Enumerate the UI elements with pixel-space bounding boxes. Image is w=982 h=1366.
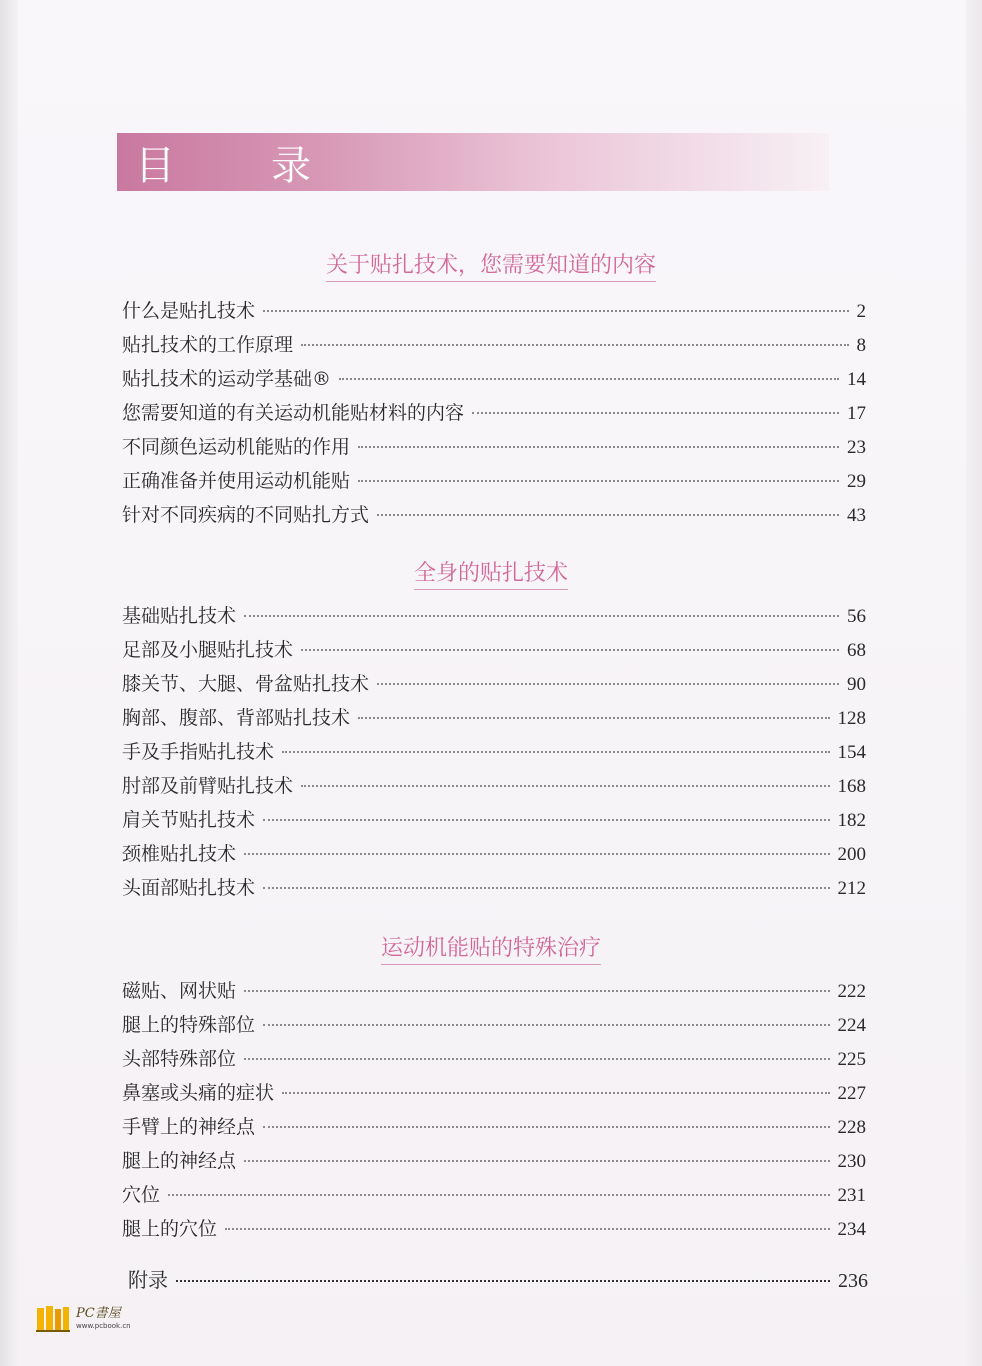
- toc-entry-title: 头面部贴扎技术: [122, 877, 256, 899]
- dot-leader: [244, 990, 829, 992]
- toc-entry-title: 膝关节、大腿、骨盆贴扎技术: [122, 673, 370, 695]
- toc-entry-title: 正确准备并使用运动机能贴: [122, 470, 351, 492]
- toc-entry-title: 您需要知道的有关运动机能贴材料的内容: [122, 402, 465, 424]
- toc-entry[interactable]: [122, 873, 866, 907]
- page-binding-edge: [0, 0, 18, 1366]
- dot-leader: [263, 819, 829, 821]
- section-heading-text: 运动机能贴的特殊治疗: [381, 936, 601, 965]
- dot-leader: [225, 1228, 829, 1230]
- toc-entry-title: 不同颜色运动机能贴的作用: [122, 436, 351, 458]
- toc-entry-page: 68: [847, 640, 866, 661]
- dot-leader: [244, 853, 829, 855]
- dot-leader: [358, 717, 829, 719]
- toc-entry-title: 穴位: [122, 1184, 161, 1206]
- toc-entry-page: 228: [837, 1117, 866, 1138]
- toc-entry[interactable]: [122, 1010, 866, 1044]
- dot-leader: [358, 480, 839, 482]
- toc-entry-title: 头部特殊部位: [122, 1048, 237, 1070]
- section-heading-2: [117, 556, 865, 587]
- toc-entry[interactable]: [122, 432, 866, 466]
- toc-entry-title: 鼻塞或头痛的症状: [122, 1082, 275, 1104]
- toc-entry-title: 贴扎技术的工作原理: [122, 334, 294, 356]
- toc-entry[interactable]: [122, 500, 866, 534]
- toc-entry-page: 43: [847, 505, 866, 526]
- toc-entry-appendix[interactable]: [128, 1264, 868, 1293]
- toc-entry-page: 168: [837, 776, 866, 797]
- toc-entry-title: 手及手指贴扎技术: [122, 741, 275, 763]
- dot-leader: [244, 1160, 829, 1162]
- dot-leader: [377, 514, 839, 516]
- toc-list-section-1: [122, 296, 866, 534]
- toc-entry[interactable]: [122, 703, 866, 737]
- toc-entry-title: 足部及小腿贴扎技术: [122, 639, 294, 661]
- toc-entry-title: 颈椎贴扎技术: [122, 843, 237, 865]
- section-heading-3: [117, 931, 865, 962]
- toc-entry-title: 磁贴、网状贴: [122, 980, 237, 1002]
- toc-entry-page: 224: [837, 1015, 866, 1036]
- logo-text: PC書屋: [76, 1306, 121, 1321]
- toc-entry-page: 154: [837, 742, 866, 763]
- publisher-logo: [36, 1300, 156, 1340]
- toc-entry[interactable]: [122, 839, 866, 873]
- toc-entry-page: 222: [837, 981, 866, 1002]
- toc-entry-page: 212: [837, 878, 866, 899]
- dot-leader: [282, 751, 829, 753]
- toc-entry[interactable]: [122, 976, 866, 1010]
- logo-url: www.pcbook.cn: [76, 1322, 131, 1330]
- section-heading-text: 关于贴扎技术，您需要知道的内容: [326, 253, 656, 282]
- dot-leader: [301, 785, 829, 787]
- toc-entry[interactable]: [122, 1112, 866, 1146]
- toc-entry-page: 2: [856, 301, 866, 322]
- toc-entry-title: 贴扎技术的运动学基础®: [122, 368, 332, 390]
- toc-entry[interactable]: [122, 669, 866, 703]
- toc-entry[interactable]: [122, 635, 866, 669]
- toc-entry[interactable]: [122, 1044, 866, 1078]
- toc-entry-title: 腿上的神经点: [122, 1150, 237, 1172]
- toc-entry-page: 234: [837, 1219, 866, 1240]
- dot-leader: [358, 446, 839, 448]
- toc-entry[interactable]: [122, 398, 866, 432]
- toc-entry[interactable]: [122, 296, 866, 330]
- toc-entry[interactable]: [122, 737, 866, 771]
- dot-leader: [301, 344, 848, 346]
- toc-entry-title: 什么是贴扎技术: [122, 300, 256, 322]
- toc-entry[interactable]: [122, 771, 866, 805]
- dot-leader: [263, 1126, 829, 1128]
- toc-entry[interactable]: [122, 364, 866, 398]
- toc-entry-page: 17: [847, 403, 866, 424]
- dot-leader: [339, 378, 839, 380]
- section-heading-text: 全身的贴扎技术: [414, 561, 568, 590]
- toc-title-bar: [117, 133, 829, 191]
- dot-leader: [176, 1280, 830, 1282]
- toc-entry-page: 128: [837, 708, 866, 729]
- toc-entry-title: 腿上的特殊部位: [122, 1014, 256, 1036]
- toc-entry-page: 182: [837, 810, 866, 831]
- toc-entry-page: 8: [856, 335, 866, 356]
- toc-entry-title: 基础贴扎技术: [122, 605, 237, 627]
- dot-leader: [263, 310, 848, 312]
- toc-entry-page: 236: [838, 1270, 868, 1292]
- toc-entry-title: 附录: [128, 1268, 168, 1292]
- toc-entry[interactable]: [122, 330, 866, 364]
- toc-entry[interactable]: [122, 1180, 866, 1214]
- dot-leader: [263, 887, 829, 889]
- toc-entry-page: 29: [847, 471, 866, 492]
- toc-entry[interactable]: [122, 466, 866, 500]
- dot-leader: [282, 1092, 829, 1094]
- toc-entry-title: 胸部、腹部、背部贴扎技术: [122, 707, 351, 729]
- toc-entry-page: 56: [847, 606, 866, 627]
- dot-leader: [301, 649, 839, 651]
- dot-leader: [168, 1194, 829, 1196]
- toc-entry-page: 90: [847, 674, 866, 695]
- toc-list-section-3: [122, 976, 866, 1248]
- toc-entry[interactable]: [122, 805, 866, 839]
- toc-entry-page: 225: [837, 1049, 866, 1070]
- toc-entry[interactable]: [122, 601, 866, 635]
- page-title: 目 录: [135, 142, 339, 189]
- page-right-edge: [966, 0, 982, 1366]
- toc-entry-title: 肩关节贴扎技术: [122, 809, 256, 831]
- dot-leader: [263, 1024, 829, 1026]
- toc-entry-title: 针对不同疾病的不同贴扎方式: [122, 504, 370, 526]
- toc-entry-title: 肘部及前臂贴扎技术: [122, 775, 294, 797]
- toc-entry-page: 230: [837, 1151, 866, 1172]
- bookshelf-logo-icon: [36, 1304, 70, 1332]
- toc-entry[interactable]: [122, 1146, 866, 1180]
- section-heading-1: [117, 248, 865, 279]
- toc-list-section-2: [122, 601, 866, 907]
- toc-entry-page: 231: [837, 1185, 866, 1206]
- toc-entry-page: 227: [837, 1083, 866, 1104]
- toc-entry[interactable]: [122, 1078, 866, 1112]
- toc-entry-page: 200: [837, 844, 866, 865]
- dot-leader: [244, 1058, 829, 1060]
- dot-leader: [472, 412, 839, 414]
- dot-leader: [244, 615, 839, 617]
- toc-entry-page: 14: [847, 369, 866, 390]
- dot-leader: [377, 683, 839, 685]
- toc-entry-title: 手臂上的神经点: [122, 1116, 256, 1138]
- toc-entry[interactable]: [122, 1214, 866, 1248]
- toc-entry-title: 腿上的穴位: [122, 1218, 218, 1240]
- toc-entry-page: 23: [847, 437, 866, 458]
